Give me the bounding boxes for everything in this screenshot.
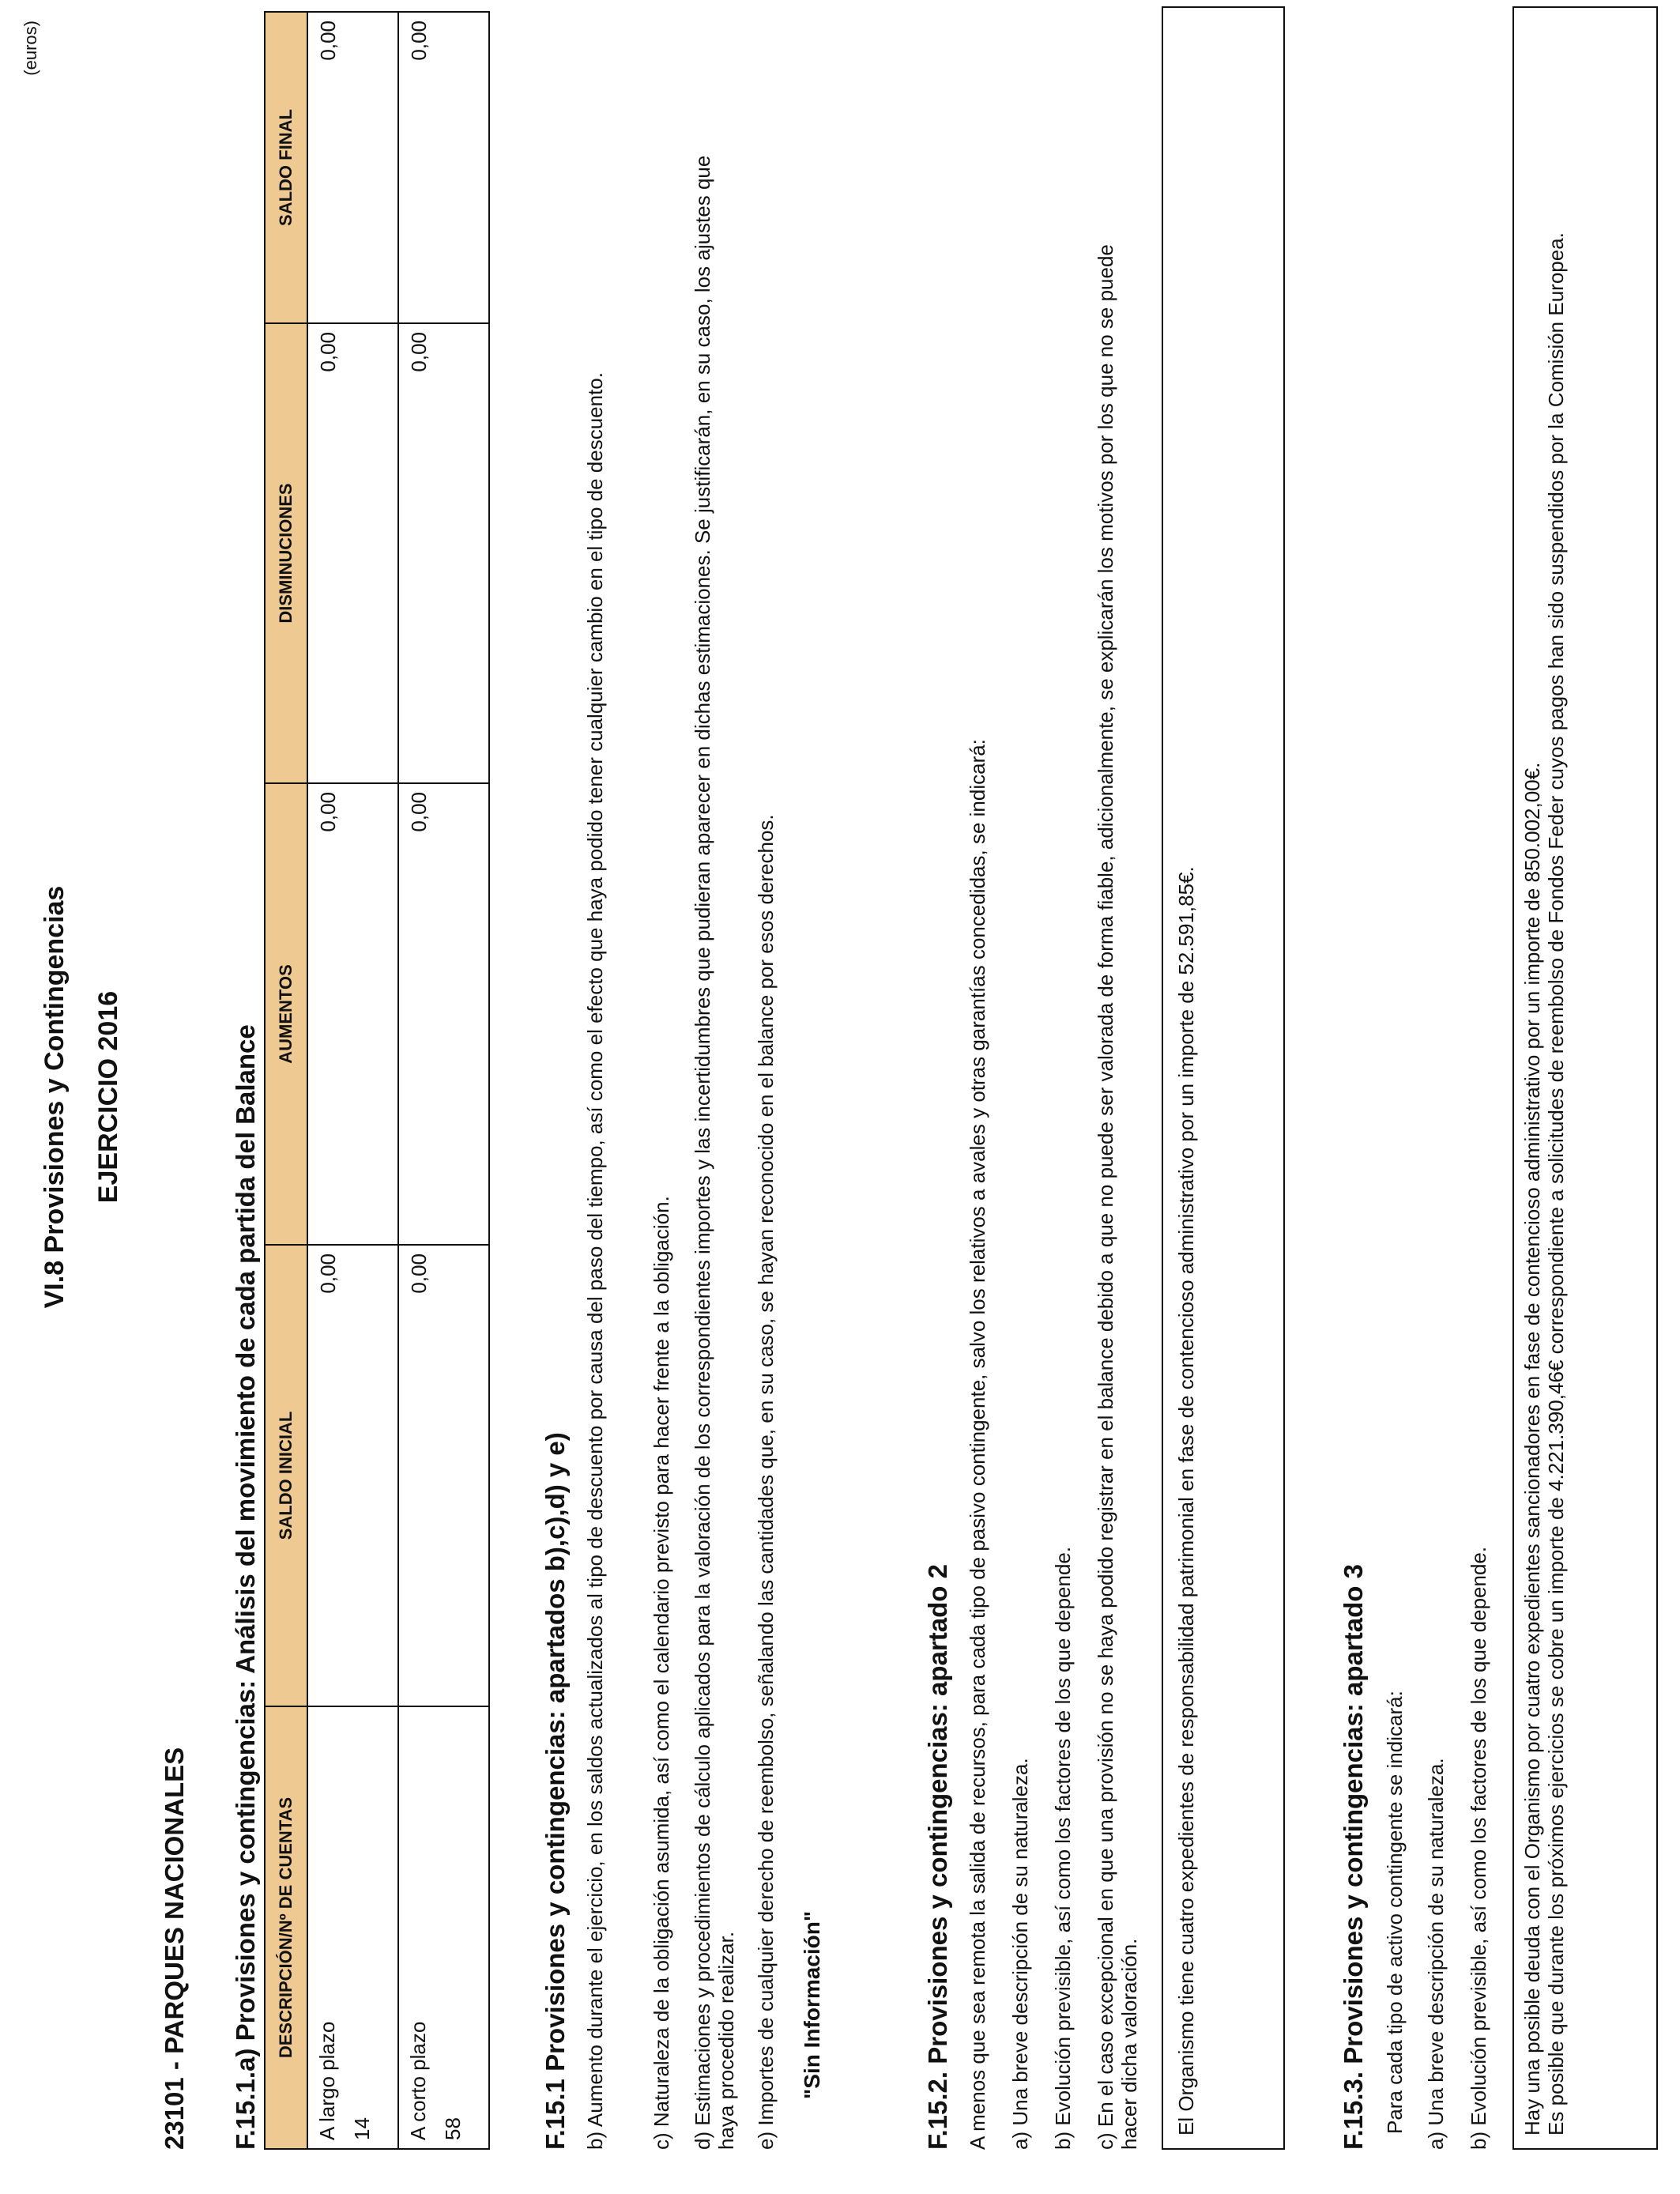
section-3-item-a: a) Una breve descripción de su naturaleza.: [1424, 1758, 1448, 2150]
section-3-info-line: Es posible que durante los próximos ejercicios se cobre un importe de 4.221.390,46€ correspondiente a solicitudes de reembolso de Fondos Feder cuyos pagos han sido suspendidos por la Comisión Europea.: [1544, 232, 1568, 2136]
section-3-title: F.15.3. Provisiones y contingencias: apartado 3: [1339, 1564, 1368, 2150]
row-account: 14: [350, 2117, 374, 2140]
header-aumentos: AUMENTOS: [265, 783, 307, 1245]
aumentos-value: 0,00: [307, 783, 398, 1245]
section-2-info-text: El Organismo tiene cuatro expedientes de responsabilidad patrimonial en fase de contencioso administrativo por un importe de 52.591,85€.: [1174, 866, 1198, 2136]
section-3-info-line: Hay una posible deuda con el Organismo por cuatro expedientes sancionadores en fase de contencioso administrativo por un importe de 850.002,00€.: [1520, 762, 1544, 2136]
section-3-info-box: [1512, 6, 1658, 2150]
units-label: (euros): [21, 21, 40, 76]
table-row: [398, 12, 489, 2149]
table-header-row: [265, 12, 307, 2149]
section-b-item-b: b) Aumento durante el ejercicio, en los saldos actualizados al tipo de descuento por causa del paso del tiempo, así como el efecto que haya podido tener cualquier cambio en el tipo de descuento.: [583, 372, 607, 2150]
header-saldo-final: SALDO FINAL: [265, 12, 307, 323]
section-2-title: F.15.2. Provisiones y contingencias: apartado 2: [923, 1564, 952, 2150]
disminuciones-value: 0,00: [307, 323, 398, 783]
table-row: [307, 12, 398, 2149]
section-b-item-d: d) Estimaciones y procedimientos de cálculo aplicados para la valoración de los correspondientes importes y las incertidumbres que pudieran aparecer en dichas estimaciones. Se justificarán, en su caso, los ajustes que haya procedido realizar.: [691, 155, 738, 2150]
section-2-item-a: a) Una breve descripción de su naturaleza.: [1008, 1758, 1032, 2150]
row-account: 58: [441, 2117, 465, 2140]
section-2-info-box: [1162, 6, 1285, 2150]
row-description: A largo plazo: [315, 2021, 339, 2140]
header-descripcion: DESCRIPCIÓN/Nº DE CUENTAS: [265, 1706, 307, 2149]
section-a-title: F.15.1.a) Provisiones y contingencias: Análisis del movimiento de cada partida del Balance: [231, 1024, 260, 2150]
aumentos-value: 0,00: [398, 783, 489, 1245]
section-2-item-c: c) En el caso excepcional en que una provisión no se haya podido registrar en el balance debido a que no puede ser valorada de forma fiable, adicionalmente, se explicarán los motivos por los que no se puede hacer dicha valoración.: [1094, 244, 1141, 2150]
section-b-item-c: c) Naturaleza de la obligación asumida, así como el calendario previsto para hacer frente a la obligación.: [650, 1196, 673, 2150]
disminuciones-value: 0,00: [398, 323, 489, 783]
section-b-item-e: e) Importes de cualquier derecho de reembolso, señalando las cantidades que, en su caso, se hayan reconocido en el balance por esos derechos.: [754, 814, 778, 2150]
page-title: VI.8 Provisiones y Contingencias: [40, 885, 70, 1309]
organism-name: 23101 - PARQUES NACIONALES: [160, 1747, 189, 2150]
sin-informacion-note: "Sin Información": [800, 1910, 824, 2099]
page-subtitle: EJERCICIO 2016: [93, 990, 123, 1204]
row-description-cell: [398, 1706, 489, 2149]
row-description: A corto plazo: [406, 2021, 430, 2140]
section-3-intro: Para cada tipo de activo contingente se indicará:: [1383, 1691, 1407, 2134]
section-2-item-b: b) Evolución previsible, así como los factores de los que depende.: [1051, 1546, 1075, 2150]
saldo-final-value: 0,00: [398, 12, 489, 323]
saldo-inicial-value: 0,00: [307, 1245, 398, 1706]
row-description-cell: [307, 1706, 398, 2149]
section-3-item-b: b) Evolución previsible, así como los factores de los que depende.: [1467, 1546, 1490, 2150]
header-saldo-inicial: SALDO INICIAL: [265, 1245, 307, 1706]
movement-table: [264, 11, 490, 2150]
saldo-final-value: 0,00: [307, 12, 398, 323]
header-disminuciones: DISMINUCIONES: [265, 323, 307, 783]
section-2-intro: A menos que sea remota la salida de recursos, para cada tipo de pasivo contingente, salvo los relativos a avales y otras garantías concedidas, se indicará:: [966, 739, 989, 2150]
section-b-title: F.15.1 Provisiones y contingencias: apartados b),c),d) y e): [541, 1432, 570, 2150]
saldo-inicial-value: 0,00: [398, 1245, 489, 1706]
